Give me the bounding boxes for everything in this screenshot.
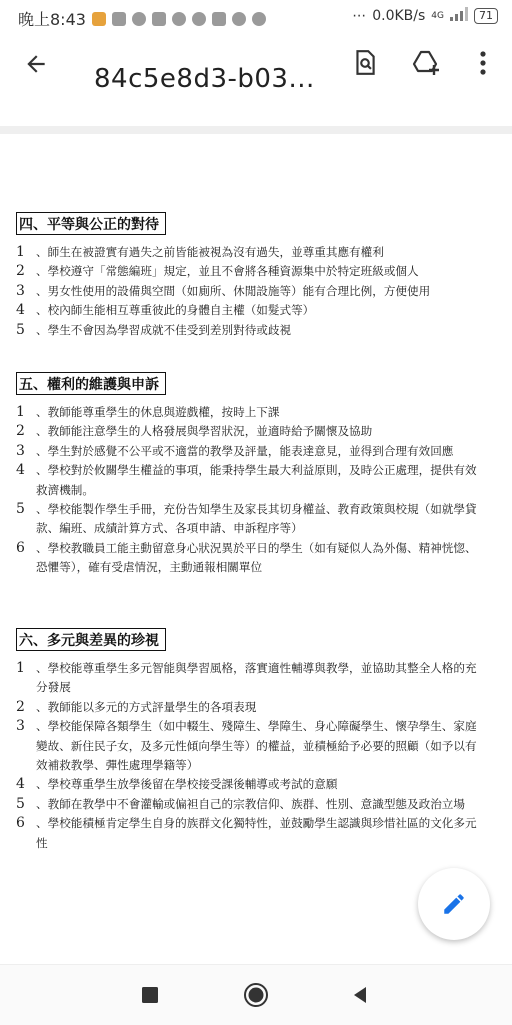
status-time: 晚上8:43 — [18, 10, 86, 29]
chat-icon — [152, 12, 166, 26]
network-speed: 0.0KB/s — [372, 8, 426, 24]
back-arrow-icon — [23, 51, 49, 77]
network-type: 4G — [431, 11, 444, 21]
list-item: 3 、學生對於感覺不公平或不適當的教學及評量，能表達意見，並得到合理有效回應 — [16, 442, 454, 459]
notification-badge-icon — [92, 12, 106, 26]
list-item: 1 、學校能尊重學生多元智能與學習風格，落實適性輔導與教學，並協助其整全人格的充分發展 — [16, 660, 477, 695]
system-nav-bar — [0, 964, 512, 1025]
app-p-icon — [192, 12, 206, 26]
find-in-page-icon — [352, 49, 378, 77]
list-item: 2 、學校遵守「常態編班」規定，並且不會將各種資源集中於特定班級或個人 — [16, 263, 419, 280]
back-icon — [351, 986, 369, 1004]
app-bar — [0, 34, 512, 126]
home-button[interactable] — [242, 981, 270, 1009]
section-heading: 四、平等與公正的對待 — [16, 212, 166, 235]
edit-pencil-icon — [441, 891, 467, 917]
list-item: 1 、教師能尊重學生的休息與遊戲權，按時上下課 — [16, 404, 280, 420]
section-equality — [16, 212, 486, 340]
back-button[interactable] — [20, 48, 52, 80]
status-bar — [0, 0, 512, 34]
app-bar-divider — [0, 126, 512, 134]
signal-icon — [450, 7, 468, 25]
more-dots-icon: ⋯ — [352, 8, 367, 24]
list-item: 3 、男女性使用的設備與空間（如廁所、休閒設施等）能有合理比例，方便使用 — [16, 282, 431, 299]
status-left — [18, 7, 266, 30]
notification-icon — [172, 12, 186, 26]
battery-indicator: 71 — [474, 8, 498, 24]
section-heading: 五、權利的維護與申訴 — [16, 372, 166, 395]
section-rights — [16, 372, 486, 578]
more-vert-icon — [479, 50, 487, 76]
section-items — [16, 243, 486, 340]
section-diversity — [16, 628, 486, 853]
mute-icon — [212, 12, 226, 26]
find-in-page-button[interactable] — [348, 46, 382, 80]
list-item: 5 、學校能製作學生手冊，充份告知學生及家長其切身權益、教育政策與校規（如就學貸款、編班、成績計算方式、各項申請、申訴程序等） — [16, 501, 477, 536]
document-page — [0, 134, 512, 964]
search-notif-icon — [232, 12, 246, 26]
add-to-drive-button[interactable] — [410, 46, 444, 80]
section-items — [16, 403, 486, 578]
section-items — [16, 659, 486, 853]
document-title: 84c5e8d3-b03... — [94, 64, 315, 94]
status-right — [352, 7, 498, 25]
list-item: 4 、校內師生能相互尊重彼此的身體自主權（如髮式等） — [16, 302, 315, 319]
more-options-button[interactable] — [466, 46, 500, 80]
edit-button[interactable] — [418, 868, 490, 940]
list-item: 6 、學校能積極肯定學生自身的族群文化獨特性，並鼓勵學生認識與珍惜社區的文化多元性 — [16, 815, 477, 850]
nav-back-button[interactable] — [346, 981, 374, 1009]
list-item: 5 、教師在教學中不會灌輸或偏袒自己的宗教信仰、族群、性別、意識型態及政治立場 — [16, 795, 465, 812]
app-p2-icon — [252, 12, 266, 26]
list-item: 2 、教師能以多元的方式評量學生的各項表現 — [16, 698, 257, 715]
list-item: 3 、學校能保障各類學生（如中輟生、殘障生、學障生、身心障礙學生、懷孕學生、家庭變故、新住民子女，及多元性傾向學生等）的權益，並積極給予必要的照顧（如予以有效補救教學、彈性處理學籍等） — [16, 718, 477, 773]
home-icon — [243, 982, 269, 1008]
list-item: 6 、學校教職員工能主動留意身心狀況異於平日的學生（如有疑似人為外傷、精神恍惚、恐懼等），確有受虐情況，主動通報相關單位 — [16, 539, 477, 575]
mail-icon — [112, 12, 126, 26]
list-item: 2 、教師能注意學生的人格發展與學習狀況，並適時給予關懷及協助 — [16, 423, 373, 440]
recent-apps-button[interactable] — [136, 981, 164, 1009]
list-item: 5 、學生不會因為學習成就不佳受到差別對待或歧視 — [16, 321, 292, 338]
list-item: 4 、學校對於攸關學生權益的事項，能秉持學生最大利益原則，及時公正處理，提供有效救濟機制。 — [16, 462, 477, 497]
add-to-drive-icon — [412, 49, 442, 77]
contact-icon — [132, 12, 146, 26]
recent-apps-icon — [141, 986, 159, 1004]
section-heading: 六、多元與差異的珍視 — [16, 628, 166, 651]
list-item: 1 、師生在被證實有過失之前皆能被視為沒有過失，並尊重其應有權利 — [16, 244, 384, 260]
list-item: 4 、學校尊重學生放學後留在學校接受課後輔導或考試的意願 — [16, 776, 338, 793]
